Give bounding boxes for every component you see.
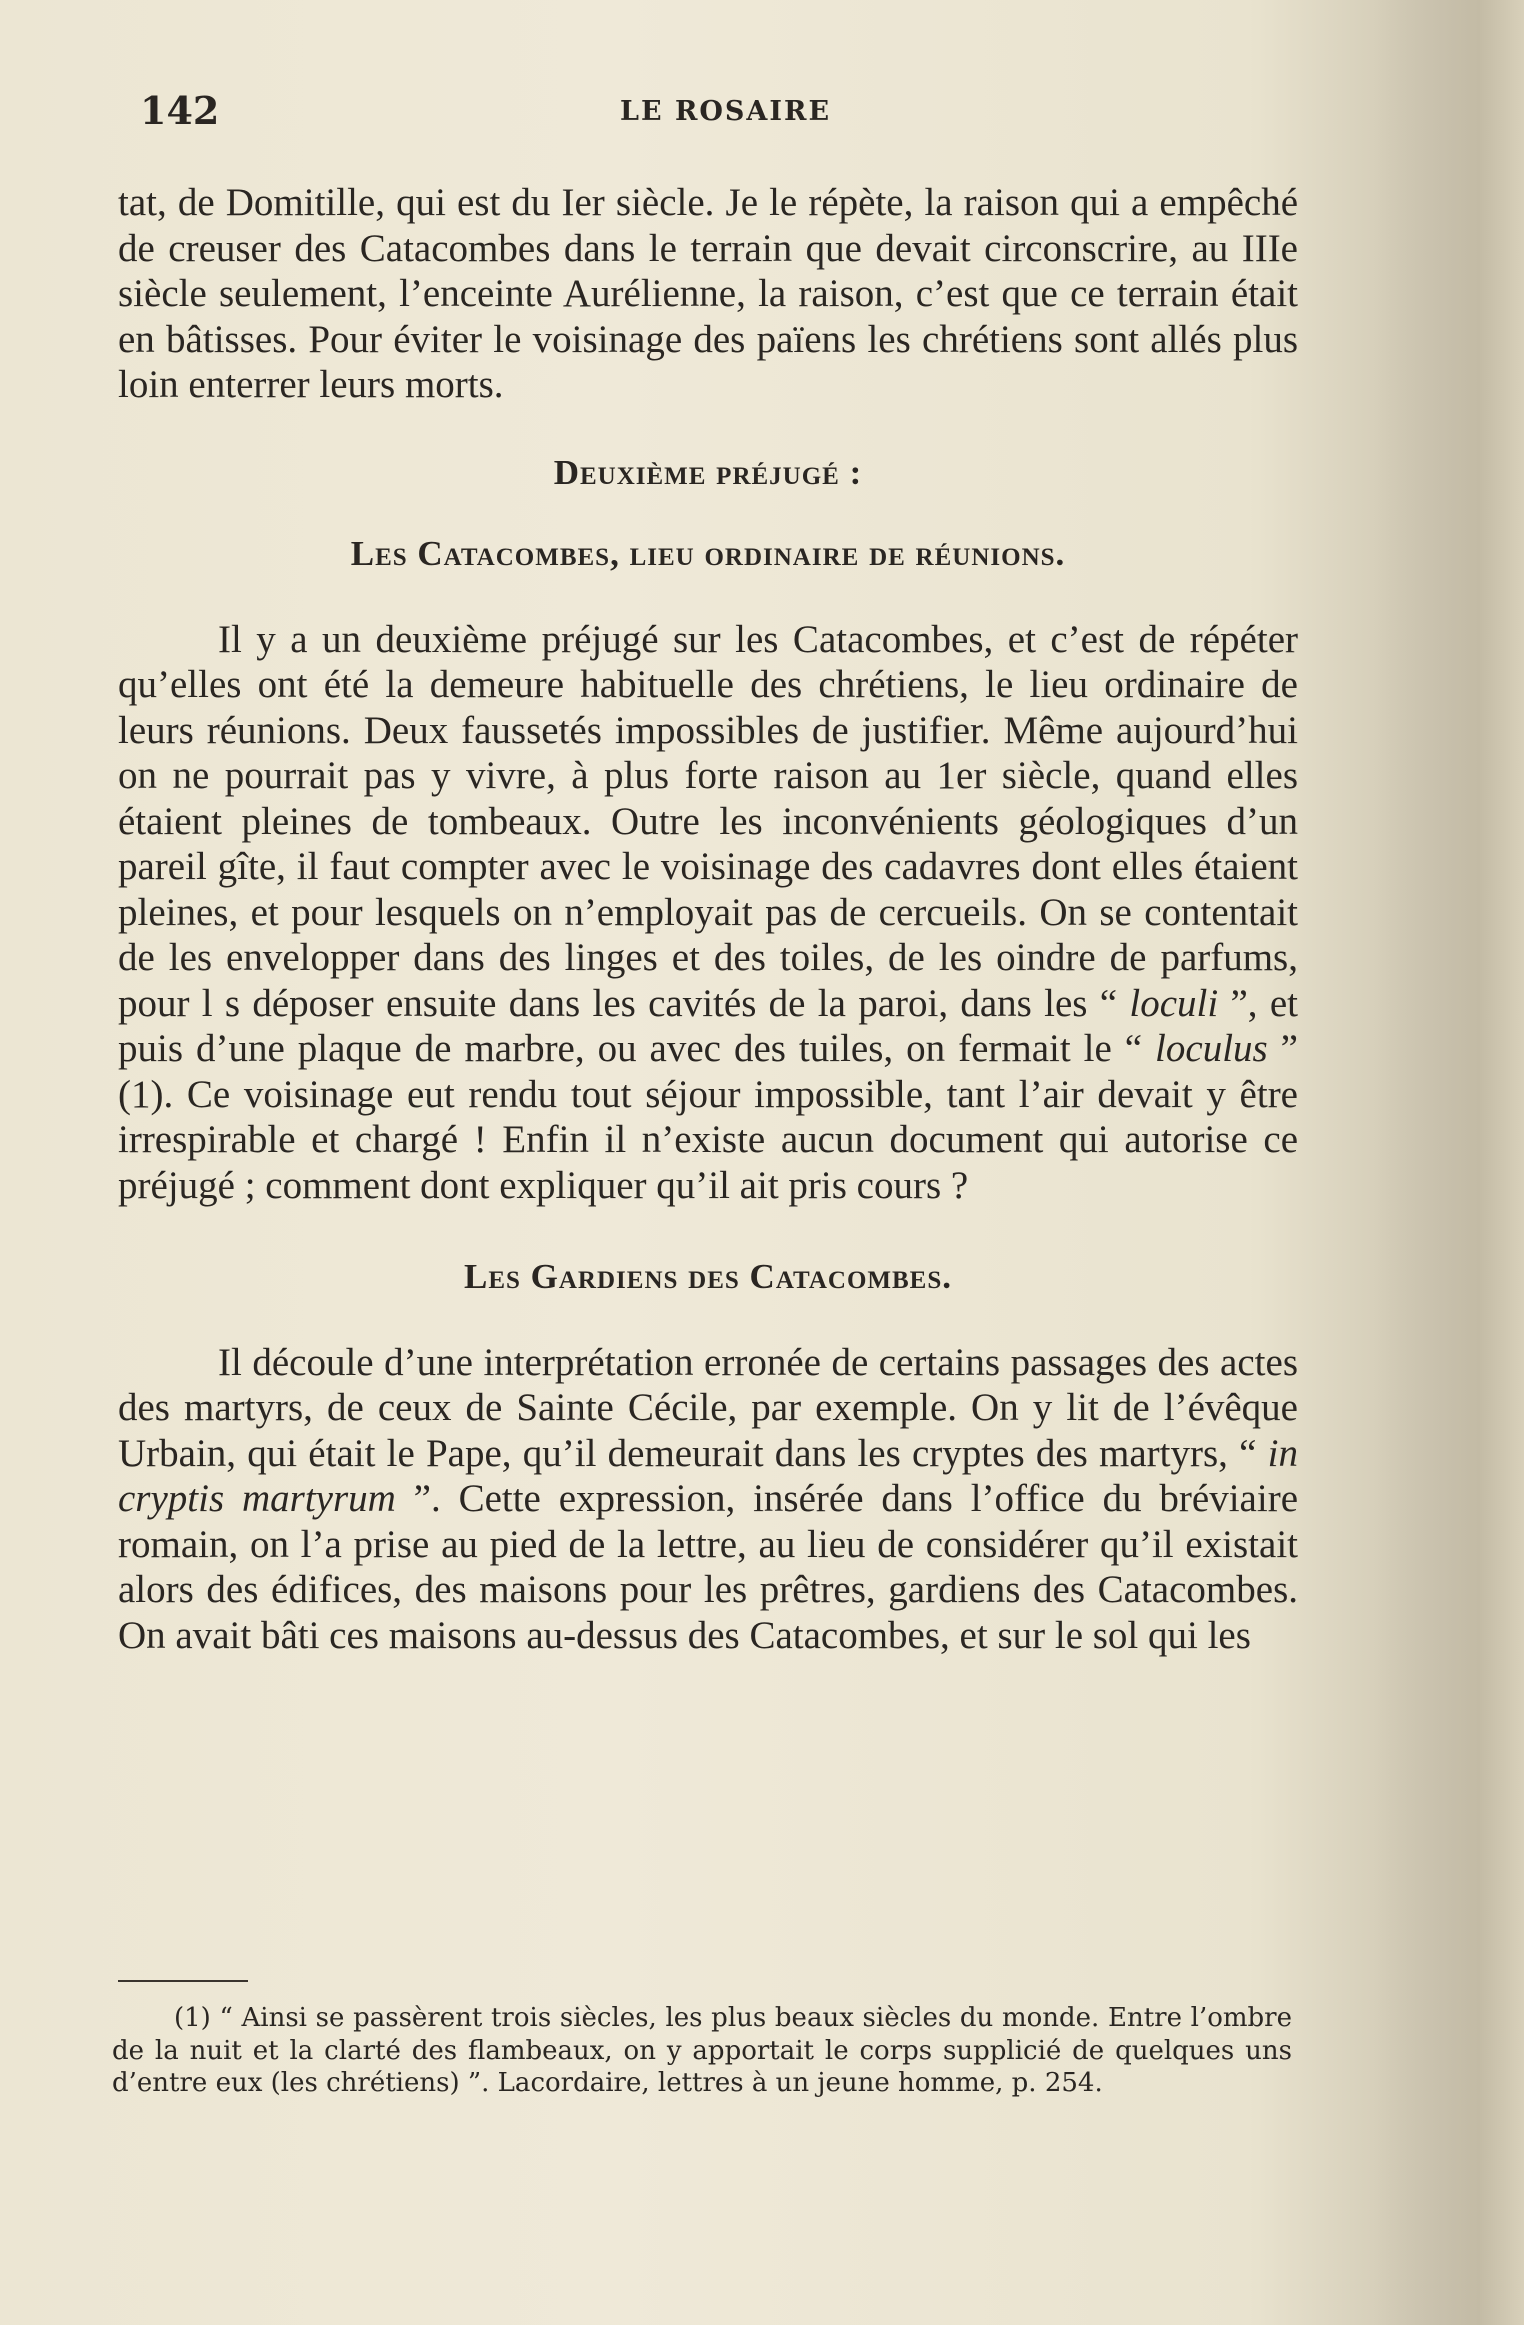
page-header: [140, 88, 1300, 148]
section-heading-gardiens: Les Gardiens des Catacombes.: [463, 1257, 952, 1296]
paragraph-2-italic-loculus: loculus: [1155, 1027, 1268, 1070]
footnote-text: (1) “ Ainsi se passèrent trois siècles, les plus beaux siècles du monde. Entre l’ombre de la nuit et la clarté des flambeaux, on y apportait le corps supplicié de quelques uns d’entre eux (les chrétiens) ”. Lacordaire, lettres à un jeune homme, p. 254.: [112, 2003, 1292, 2098]
paragraph-3-italic-in-cryptis: in cryptis martyrum: [118, 1431, 1298, 1520]
paragraph-3-part-a: Il découle d’une interprétation erronée de certains passages des actes des martyrs, de ceux de Sainte Cécile, par exemple. On y lit de l’évêque Urbain, qui était le Pape, qu’il demeurait dans les cryptes des martyrs, “: [118, 1340, 1298, 1475]
page-gutter-shadow: [1374, 0, 1524, 2325]
paragraph-2: [118, 617, 1298, 1209]
paragraph-2-part-b: ”, et puis d’une plaque de marbre, ou avec des tuiles, on fermait le “: [118, 981, 1298, 1070]
body-text: [118, 180, 1298, 1658]
section-subheading-catacombes-reunions: Les Catacombes, lieu ordinaire de réunions.: [350, 534, 1066, 573]
paragraph-2-part-a: Il y a un deuxième préjugé sur les Catacombes, et c’est de répéter qu’elles ont été la demeure habituelle des chrétiens, le lieu ordinaire de leurs réunions. Deux faussetés impossibles de justifier. Même aujourd’hui on ne pourrait pas y vivre, à plus forte raison au 1er siècle, quand elles étaient pleines de tombeaux. Outre les inconvénients géologiques d’un pareil gîte, il faut compter avec le voisinage des cadavres dont elles étaient pleines, et pour lesquels on n’employait pas de cercueils. On se contentait de les envelopper dans des linges et des toiles, de les oindre de parfums, pour l s déposer ensuite dans les cavités de la paroi, dans les “: [118, 617, 1298, 1025]
paragraph-1: tat, de Domitille, qui est du Ier siècle. Je le répète, la raison qui a empêché de creuser des Catacombes dans le terrain que devait circonscrire, au IIIe siècle seulement, l’enceinte Aurélienne, la raison, c’est que ce terrain était en bâtisses. Pour éviter le voisinage des païens les chrétiens sont allés plus loin enterrer leurs morts.: [118, 181, 1298, 406]
section-heading-deuxieme-prejuge: Deuxième préjugé :: [553, 452, 863, 492]
paragraph-3: [118, 1340, 1298, 1659]
footnote: [112, 2002, 1292, 2100]
paragraph-2-part-c: ” (1). Ce voisinage eut rendu tout séjour impossible, tant l’air devait y être irrespirable et chargé ! Enfin il n’existe aucun document qui autorise ce préjugé ; comment dont expliquer qu’il ait pris cours ?: [118, 1027, 1298, 1207]
paragraph-2-italic-loculi: loculi: [1129, 981, 1219, 1025]
running-title: LE ROSAIRE: [620, 96, 832, 127]
footnote-rule: [118, 1980, 248, 1982]
paragraph-3-part-b: ”. Cette expression, insérée dans l’office du bréviaire romain, on l’a prise au pied de la lettre, au lieu de considérer qu’il existait alors des édifices, des maisons pour les prêtres, gardiens des Catacombes. On avait bâti ces maisons au-dessus des Catacombes, et sur le sol qui les: [118, 1477, 1299, 1657]
page-number: 142: [140, 88, 220, 133]
